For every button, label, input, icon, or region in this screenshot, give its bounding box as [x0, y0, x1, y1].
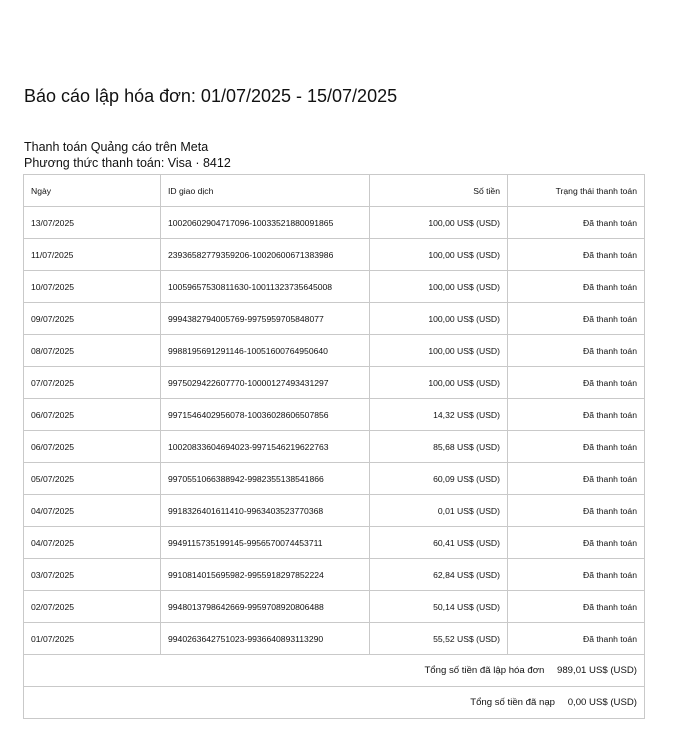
row-transaction-id: 10020602904717096-10033521880091865 [161, 207, 370, 239]
table-row [24, 527, 645, 559]
table-row [24, 239, 645, 271]
row-date: 01/07/2025 [24, 623, 161, 655]
row-amount: 55,52 US$ (USD) [370, 623, 508, 655]
table-row [24, 495, 645, 527]
row-transaction-id: 9948013798642669-9959708920806488 [161, 591, 370, 623]
row-status: Đã thanh toán [508, 527, 645, 559]
table-row [24, 431, 645, 463]
table-row [24, 623, 645, 655]
column-header-transaction-id: ID giao dịch [161, 175, 370, 207]
row-transaction-id: 9975029422607770-10000127493431297 [161, 367, 370, 399]
total-funded-value: 0,00 US$ (USD) [567, 697, 637, 708]
row-transaction-id: 9970551066388942-9982355138541866 [161, 463, 370, 495]
transactions-table [23, 174, 645, 719]
row-date: 02/07/2025 [24, 591, 161, 623]
row-amount: 100,00 US$ (USD) [370, 207, 508, 239]
page-title: Báo cáo lập hóa đơn: 01/07/2025 - 15/07/2025 [24, 86, 398, 106]
row-transaction-id: 9949115735199145-9956570074453711 [161, 527, 370, 559]
total-billed-cell [24, 655, 645, 687]
table-row [24, 303, 645, 335]
column-header-date: Ngày [24, 175, 161, 207]
row-status: Đã thanh toán [508, 495, 645, 527]
row-date: 13/07/2025 [24, 207, 161, 239]
row-status: Đã thanh toán [508, 239, 645, 271]
row-status: Đã thanh toán [508, 271, 645, 303]
row-amount: 100,00 US$ (USD) [370, 239, 508, 271]
row-status: Đã thanh toán [508, 559, 645, 591]
table-row [24, 367, 645, 399]
payment-method: Phương thức thanh toán: Visa · 8412 [24, 156, 231, 170]
row-status: Đã thanh toán [508, 463, 645, 495]
table-row [24, 399, 645, 431]
row-date: 06/07/2025 [24, 431, 161, 463]
row-date: 11/07/2025 [24, 239, 161, 271]
total-funded-label: Tổng số tiền đã nạp [470, 697, 556, 708]
row-status: Đã thanh toán [508, 207, 645, 239]
table-row [24, 271, 645, 303]
row-amount: 100,00 US$ (USD) [370, 335, 508, 367]
row-status: Đã thanh toán [508, 399, 645, 431]
total-billed-row [24, 655, 645, 687]
row-transaction-id: 10059657530811630-10011323735645008 [161, 271, 370, 303]
row-date: 05/07/2025 [24, 463, 161, 495]
row-transaction-id: 9988195691291146-10051600764950640 [161, 335, 370, 367]
row-status: Đã thanh toán [508, 431, 645, 463]
row-amount: 100,00 US$ (USD) [370, 303, 508, 335]
table-row [24, 591, 645, 623]
row-date: 03/07/2025 [24, 559, 161, 591]
row-amount: 50,14 US$ (USD) [370, 591, 508, 623]
row-transaction-id: 23936582779359206-10020600671383986 [161, 239, 370, 271]
row-amount: 100,00 US$ (USD) [370, 271, 508, 303]
row-amount: 0,01 US$ (USD) [370, 495, 508, 527]
row-date: 09/07/2025 [24, 303, 161, 335]
row-transaction-id: 9994382794005769-9975959705848077 [161, 303, 370, 335]
row-amount: 85,68 US$ (USD) [370, 431, 508, 463]
row-transaction-id: 10020833604694023-9971546219622763 [161, 431, 370, 463]
table-row [24, 559, 645, 591]
total-funded-row [24, 687, 645, 719]
report-subtitle: Thanh toán Quảng cáo trên Meta [24, 140, 209, 154]
row-date: 04/07/2025 [24, 495, 161, 527]
row-amount: 100,00 US$ (USD) [370, 367, 508, 399]
table-row [24, 335, 645, 367]
row-transaction-id: 9940263642751023-9936640893113290 [161, 623, 370, 655]
row-status: Đã thanh toán [508, 303, 645, 335]
row-date: 08/07/2025 [24, 335, 161, 367]
row-amount: 60,09 US$ (USD) [370, 463, 508, 495]
row-transaction-id: 9971546402956078-10036028606507856 [161, 399, 370, 431]
row-amount: 60,41 US$ (USD) [370, 527, 508, 559]
row-transaction-id: 9918326401611410-9963403523770368 [161, 495, 370, 527]
total-billed-value: 989,01 US$ (USD) [557, 665, 637, 676]
row-status: Đã thanh toán [508, 335, 645, 367]
total-funded-cell [24, 687, 645, 719]
row-transaction-id: 9910814015695982-9955918297852224 [161, 559, 370, 591]
table-row [24, 463, 645, 495]
row-status: Đã thanh toán [508, 367, 645, 399]
row-date: 04/07/2025 [24, 527, 161, 559]
row-status: Đã thanh toán [508, 591, 645, 623]
row-date: 06/07/2025 [24, 399, 161, 431]
table-header-row [24, 175, 645, 207]
table-row [24, 207, 645, 239]
row-date: 07/07/2025 [24, 367, 161, 399]
row-amount: 62,84 US$ (USD) [370, 559, 508, 591]
table-body [24, 207, 645, 655]
total-billed-label: Tổng số tiền đã lập hóa đơn [424, 665, 545, 676]
column-header-status: Trạng thái thanh toán [508, 175, 645, 207]
column-header-amount: Số tiền [370, 175, 508, 207]
row-date: 10/07/2025 [24, 271, 161, 303]
row-amount: 14,32 US$ (USD) [370, 399, 508, 431]
row-status: Đã thanh toán [508, 623, 645, 655]
